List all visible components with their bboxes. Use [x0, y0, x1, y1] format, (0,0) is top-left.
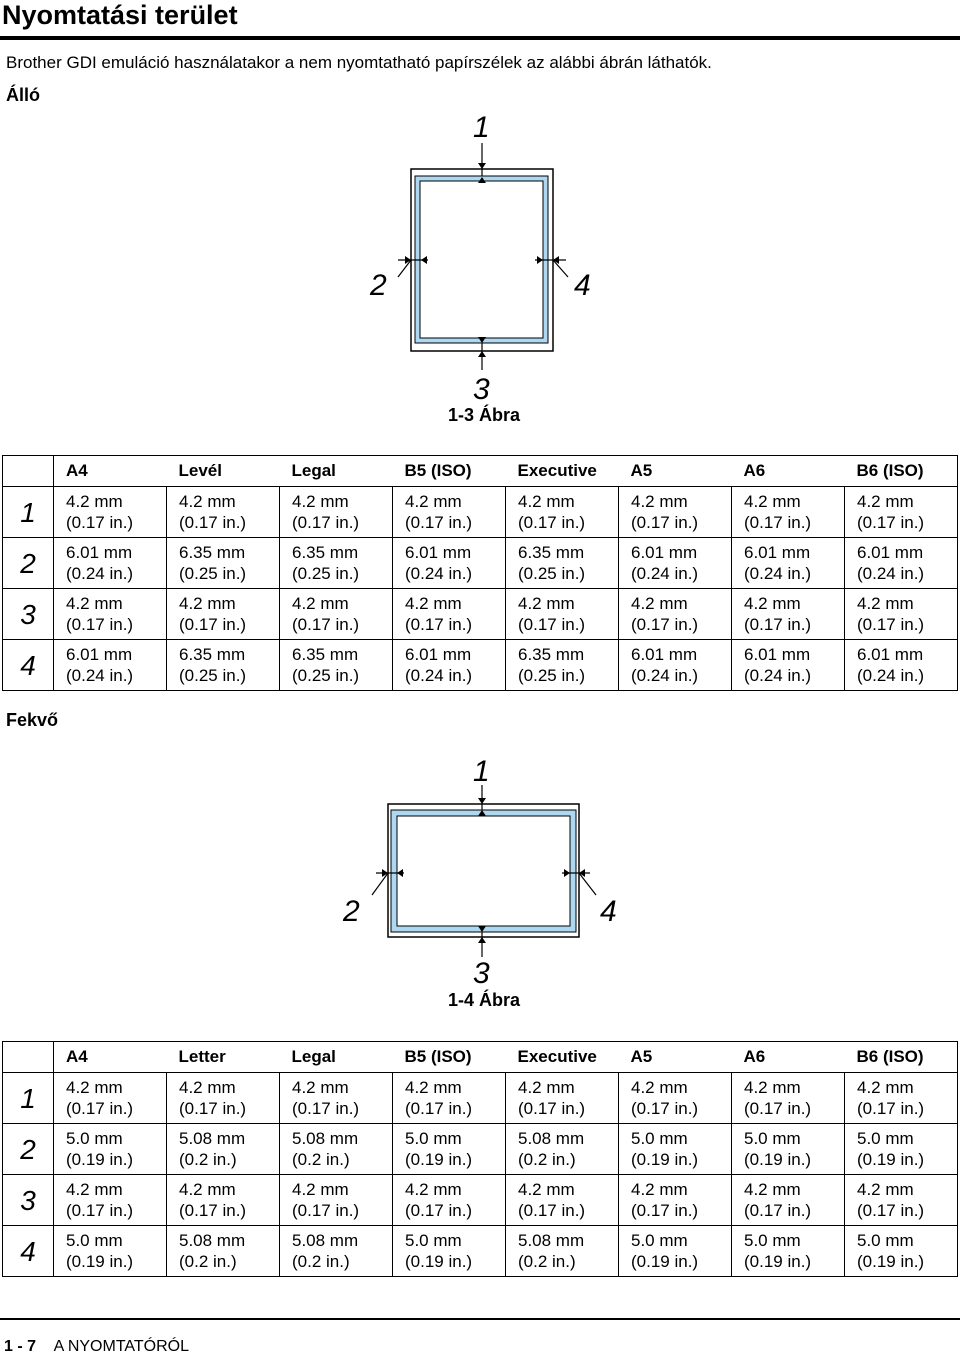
portrait-diagram	[0, 105, 960, 405]
margin-mm: 5.08 mm	[518, 1129, 585, 1148]
margin-cell	[280, 640, 393, 691]
table-row	[3, 1226, 958, 1277]
margin-inch: (0.17 in.)	[518, 513, 586, 532]
figure-caption: 1-4 Ábra	[447, 990, 521, 1010]
marker-2: 2	[370, 269, 387, 302]
margin-inch: (0.2 in.)	[518, 1150, 576, 1169]
margin-cell	[280, 487, 393, 538]
margin-mm: 5.0 mm	[744, 1129, 801, 1148]
margin-inch: (0.25 in.)	[179, 666, 247, 685]
margin-cell	[845, 640, 958, 691]
margin-mm: 5.08 mm	[292, 1129, 359, 1148]
margin-cell	[54, 589, 167, 640]
margin-cell	[732, 640, 845, 691]
margin-mm: 4.2 mm	[179, 1078, 236, 1097]
column-header: Executive	[506, 456, 619, 487]
margin-cell	[619, 1073, 732, 1124]
margin-inch: (0.19 in.)	[857, 1252, 925, 1271]
margin-inch: (0.24 in.)	[857, 564, 925, 583]
margin-mm: 4.2 mm	[631, 1180, 688, 1199]
landscape-diagram	[0, 745, 960, 995]
margin-mm: 4.2 mm	[179, 1180, 236, 1199]
margin-mm: 5.0 mm	[66, 1231, 123, 1250]
margin-cell	[845, 1124, 958, 1175]
margin-mm: 4.2 mm	[179, 594, 236, 613]
margin-inch: (0.24 in.)	[744, 666, 812, 685]
column-header: Levél	[167, 456, 280, 487]
table-row	[3, 589, 958, 640]
margin-cell	[845, 487, 958, 538]
column-header: A4	[54, 456, 167, 487]
margin-cell	[732, 1226, 845, 1277]
column-header: B6 (ISO)	[845, 1042, 958, 1073]
margin-cell	[845, 538, 958, 589]
margin-inch: (0.19 in.)	[405, 1252, 473, 1271]
margin-cell	[280, 1073, 393, 1124]
margin-cell	[845, 1073, 958, 1124]
marker-4: 4	[574, 269, 591, 302]
column-header: Executive	[506, 1042, 619, 1073]
margin-cell	[280, 1226, 393, 1277]
margin-mm: 4.2 mm	[857, 1180, 914, 1199]
margin-mm: 6.01 mm	[66, 645, 133, 664]
margin-cell	[280, 1124, 393, 1175]
margin-inch: (0.25 in.)	[292, 666, 360, 685]
margin-mm: 4.2 mm	[744, 492, 801, 511]
margin-cell	[732, 1073, 845, 1124]
margin-cell	[506, 640, 619, 691]
column-header: Letter	[167, 1042, 280, 1073]
margin-mm: 6.01 mm	[744, 543, 811, 562]
portrait-margins-table	[2, 455, 958, 691]
margin-cell	[506, 1175, 619, 1226]
margin-cell	[506, 538, 619, 589]
margin-mm: 4.2 mm	[66, 1078, 123, 1097]
margin-mm: 6.01 mm	[405, 543, 472, 562]
margin-mm: 4.2 mm	[857, 1078, 914, 1097]
margin-cell	[54, 640, 167, 691]
margin-mm: 5.0 mm	[857, 1231, 914, 1250]
margin-inch: (0.19 in.)	[857, 1150, 925, 1169]
margin-mm: 4.2 mm	[66, 594, 123, 613]
portrait-figure	[0, 105, 960, 435]
margin-inch: (0.19 in.)	[405, 1150, 473, 1169]
margin-cell	[54, 487, 167, 538]
margin-mm: 4.2 mm	[518, 492, 575, 511]
margin-cell	[393, 589, 506, 640]
margin-cell	[506, 589, 619, 640]
margin-inch: (0.17 in.)	[631, 513, 699, 532]
margin-inch: (0.17 in.)	[857, 1099, 925, 1118]
portrait-label: Álló	[6, 85, 40, 105]
column-header: A6	[732, 456, 845, 487]
margin-inch: (0.17 in.)	[405, 615, 473, 634]
margin-cell	[54, 538, 167, 589]
margin-mm: 6.35 mm	[179, 543, 246, 562]
margin-mm: 5.08 mm	[518, 1231, 585, 1250]
margin-inch: (0.2 in.)	[179, 1252, 237, 1271]
margin-inch: (0.25 in.)	[179, 564, 247, 583]
margin-cell	[393, 1073, 506, 1124]
table-row	[3, 1124, 958, 1175]
landscape-margins-table	[2, 1041, 958, 1277]
page-title: Nyomtatási terület	[2, 0, 238, 30]
margin-inch: (0.17 in.)	[744, 1099, 812, 1118]
margin-cell	[619, 1175, 732, 1226]
marker-2: 2	[343, 895, 360, 928]
margin-inch: (0.24 in.)	[66, 564, 134, 583]
margin-inch: (0.25 in.)	[518, 666, 586, 685]
margin-inch: (0.17 in.)	[631, 615, 699, 634]
margin-mm: 4.2 mm	[66, 492, 123, 511]
page-footer	[4, 1338, 189, 1356]
margin-inch: (0.17 in.)	[631, 1099, 699, 1118]
margin-cell	[506, 487, 619, 538]
margin-cell	[393, 640, 506, 691]
row-number: 3	[3, 1175, 54, 1226]
margin-inch: (0.2 in.)	[518, 1252, 576, 1271]
column-header: B5 (ISO)	[393, 1042, 506, 1073]
row-number: 1	[3, 487, 54, 538]
margin-inch: (0.2 in.)	[292, 1252, 350, 1271]
margin-mm: 4.2 mm	[179, 492, 236, 511]
column-header: A5	[619, 456, 732, 487]
margin-inch: (0.17 in.)	[857, 513, 925, 532]
row-number: 4	[3, 640, 54, 691]
margin-inch: (0.17 in.)	[66, 1201, 134, 1220]
margin-inch: (0.17 in.)	[405, 1099, 473, 1118]
margin-cell	[167, 1073, 280, 1124]
margin-cell	[54, 1124, 167, 1175]
margin-cell	[619, 1124, 732, 1175]
landscape-label: Fekvő	[6, 710, 59, 730]
marker-4: 4	[600, 895, 617, 928]
footer-rule	[0, 1318, 960, 1320]
margin-mm: 4.2 mm	[292, 1078, 349, 1097]
margin-mm: 6.35 mm	[292, 543, 359, 562]
margin-inch: (0.19 in.)	[66, 1150, 134, 1169]
margin-mm: 5.0 mm	[405, 1129, 462, 1148]
table-row	[3, 487, 958, 538]
margin-mm: 4.2 mm	[518, 1078, 575, 1097]
table-row	[3, 1073, 958, 1124]
margin-mm: 5.08 mm	[292, 1231, 359, 1250]
margin-inch: (0.24 in.)	[631, 564, 699, 583]
marker-1: 1	[473, 111, 490, 144]
margin-inch: (0.24 in.)	[631, 666, 699, 685]
margin-mm: 6.01 mm	[857, 543, 924, 562]
margin-cell	[506, 1226, 619, 1277]
margin-inch: (0.19 in.)	[631, 1150, 699, 1169]
margin-cell	[167, 1226, 280, 1277]
print-area-inner	[420, 181, 543, 338]
margin-inch: (0.17 in.)	[631, 1201, 699, 1220]
margin-mm: 6.01 mm	[631, 645, 698, 664]
margin-inch: (0.2 in.)	[179, 1150, 237, 1169]
margin-mm: 5.08 mm	[179, 1129, 246, 1148]
margin-mm: 6.01 mm	[405, 645, 472, 664]
margin-mm: 6.01 mm	[857, 645, 924, 664]
margin-inch: (0.24 in.)	[405, 666, 473, 685]
margin-mm: 5.08 mm	[179, 1231, 246, 1250]
section-name: A NYOMTATÓRÓL	[53, 1338, 189, 1355]
margin-mm: 5.0 mm	[405, 1231, 462, 1250]
margin-cell	[845, 589, 958, 640]
margin-cell	[167, 1124, 280, 1175]
column-header: A5	[619, 1042, 732, 1073]
margin-inch: (0.24 in.)	[66, 666, 134, 685]
margin-cell	[619, 1226, 732, 1277]
margin-inch: (0.17 in.)	[179, 615, 247, 634]
corner-cell	[3, 456, 54, 487]
margin-inch: (0.17 in.)	[744, 513, 812, 532]
margin-mm: 6.35 mm	[518, 645, 585, 664]
margin-inch: (0.17 in.)	[292, 513, 360, 532]
margin-cell	[393, 1124, 506, 1175]
margin-cell	[393, 1226, 506, 1277]
margin-mm: 6.01 mm	[744, 645, 811, 664]
margin-cell	[845, 1175, 958, 1226]
margin-inch: (0.17 in.)	[405, 1201, 473, 1220]
margin-mm: 4.2 mm	[857, 594, 914, 613]
margin-cell	[732, 1175, 845, 1226]
margin-inch: (0.17 in.)	[518, 1201, 586, 1220]
margin-mm: 4.2 mm	[518, 594, 575, 613]
margin-mm: 4.2 mm	[405, 1078, 462, 1097]
margin-cell	[619, 589, 732, 640]
table-header-row	[3, 456, 958, 487]
figure-caption: 1-3 Ábra	[447, 405, 521, 425]
margin-cell	[167, 640, 280, 691]
margin-mm: 4.2 mm	[631, 492, 688, 511]
table-row	[3, 640, 958, 691]
margin-mm: 5.0 mm	[631, 1129, 688, 1148]
column-header: A4	[54, 1042, 167, 1073]
margin-inch: (0.2 in.)	[292, 1150, 350, 1169]
margin-inch: (0.25 in.)	[292, 564, 360, 583]
row-number: 1	[3, 1073, 54, 1124]
margin-inch: (0.24 in.)	[857, 666, 925, 685]
margin-cell	[732, 589, 845, 640]
margin-cell	[393, 538, 506, 589]
margin-inch: (0.17 in.)	[518, 615, 586, 634]
page-number: 1 - 7	[4, 1338, 37, 1355]
margin-mm: 6.35 mm	[518, 543, 585, 562]
margin-cell	[280, 538, 393, 589]
corner-cell	[3, 1042, 54, 1073]
margin-inch: (0.17 in.)	[179, 1201, 247, 1220]
margin-mm: 4.2 mm	[631, 594, 688, 613]
margin-cell	[393, 487, 506, 538]
margin-inch: (0.17 in.)	[66, 1099, 134, 1118]
margin-mm: 4.2 mm	[518, 1180, 575, 1199]
table-header-row	[3, 1042, 958, 1073]
table-row	[3, 538, 958, 589]
margin-cell	[167, 487, 280, 538]
margin-mm: 4.2 mm	[744, 1078, 801, 1097]
margin-cell	[506, 1073, 619, 1124]
margin-mm: 4.2 mm	[631, 1078, 688, 1097]
margin-mm: 4.2 mm	[66, 1180, 123, 1199]
margin-inch: (0.17 in.)	[292, 1201, 360, 1220]
landscape-figure	[0, 745, 960, 1025]
margin-inch: (0.24 in.)	[405, 564, 473, 583]
margin-mm: 5.0 mm	[631, 1231, 688, 1250]
margin-cell	[732, 1124, 845, 1175]
margin-inch: (0.17 in.)	[179, 513, 247, 532]
margin-mm: 6.01 mm	[631, 543, 698, 562]
margin-inch: (0.17 in.)	[744, 615, 812, 634]
marker-1: 1	[473, 755, 490, 788]
margin-cell	[167, 538, 280, 589]
table-row	[3, 1175, 958, 1226]
margin-inch: (0.17 in.)	[857, 1201, 925, 1220]
margin-mm: 4.2 mm	[292, 492, 349, 511]
column-header: Legal	[280, 1042, 393, 1073]
margin-inch: (0.19 in.)	[66, 1252, 134, 1271]
row-number: 4	[3, 1226, 54, 1277]
margin-cell	[54, 1226, 167, 1277]
print-area-inner	[397, 816, 570, 926]
margin-mm: 5.0 mm	[857, 1129, 914, 1148]
margin-inch: (0.17 in.)	[857, 615, 925, 634]
marker-3: 3	[473, 373, 490, 405]
row-number: 3	[3, 589, 54, 640]
margin-inch: (0.17 in.)	[179, 1099, 247, 1118]
margin-mm: 5.0 mm	[744, 1231, 801, 1250]
margin-mm: 4.2 mm	[292, 594, 349, 613]
margin-inch: (0.19 in.)	[744, 1252, 812, 1271]
margin-inch: (0.17 in.)	[405, 513, 473, 532]
column-header: A6	[732, 1042, 845, 1073]
margin-mm: 4.2 mm	[744, 1180, 801, 1199]
margin-cell	[732, 538, 845, 589]
margin-cell	[506, 1124, 619, 1175]
row-number: 2	[3, 538, 54, 589]
margin-inch: (0.17 in.)	[292, 1099, 360, 1118]
margin-inch: (0.17 in.)	[66, 615, 134, 634]
margin-mm: 6.35 mm	[292, 645, 359, 664]
margin-cell	[619, 640, 732, 691]
margin-cell	[54, 1073, 167, 1124]
margin-inch: (0.17 in.)	[292, 615, 360, 634]
margin-inch: (0.19 in.)	[631, 1252, 699, 1271]
margin-mm: 4.2 mm	[405, 1180, 462, 1199]
margin-cell	[393, 1175, 506, 1226]
margin-mm: 5.0 mm	[66, 1129, 123, 1148]
margin-inch: (0.19 in.)	[744, 1150, 812, 1169]
margin-mm: 4.2 mm	[405, 492, 462, 511]
margin-cell	[845, 1226, 958, 1277]
column-header: B6 (ISO)	[845, 456, 958, 487]
margin-mm: 4.2 mm	[405, 594, 462, 613]
margin-inch: (0.25 in.)	[518, 564, 586, 583]
margin-mm: 6.01 mm	[66, 543, 133, 562]
margin-inch: (0.24 in.)	[744, 564, 812, 583]
margin-mm: 4.2 mm	[744, 594, 801, 613]
margin-cell	[167, 1175, 280, 1226]
margin-mm: 6.35 mm	[179, 645, 246, 664]
margin-inch: (0.17 in.)	[518, 1099, 586, 1118]
margin-cell	[619, 538, 732, 589]
column-header: B5 (ISO)	[393, 456, 506, 487]
row-number: 2	[3, 1124, 54, 1175]
title-rule	[0, 36, 960, 40]
margin-cell	[280, 1175, 393, 1226]
margin-mm: 4.2 mm	[857, 492, 914, 511]
margin-inch: (0.17 in.)	[66, 513, 134, 532]
margin-cell	[732, 487, 845, 538]
margin-inch: (0.17 in.)	[744, 1201, 812, 1220]
margin-cell	[619, 487, 732, 538]
margin-mm: 4.2 mm	[292, 1180, 349, 1199]
margin-cell	[167, 589, 280, 640]
column-header: Legal	[280, 456, 393, 487]
marker-3: 3	[473, 957, 490, 990]
margin-cell	[280, 589, 393, 640]
margin-cell	[54, 1175, 167, 1226]
intro-text: Brother GDI emuláció használatakor a nem nyomtatható papírszélek az alábbi ábrán láthatók.	[6, 53, 712, 72]
